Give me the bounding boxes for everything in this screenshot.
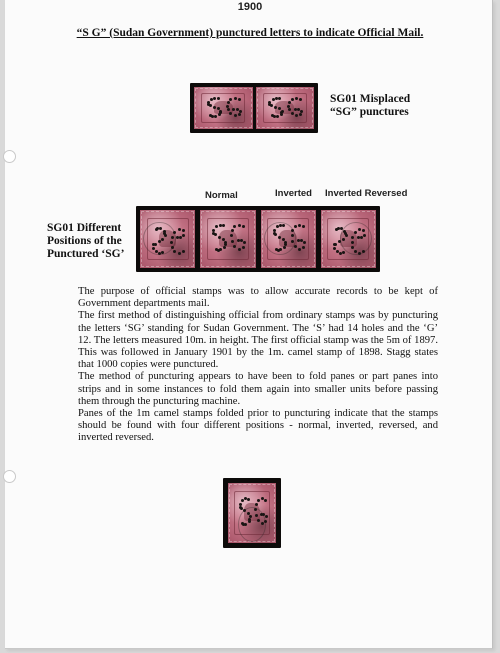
binder-hole: [3, 150, 16, 163]
stamp-pair-mount: [190, 83, 318, 133]
puncture-hole: [240, 239, 243, 242]
puncture-hole: [217, 249, 220, 252]
puncture-hole: [276, 115, 279, 118]
stamp-image: [194, 87, 253, 129]
puncture-hole: [248, 518, 251, 521]
stamp-image: [261, 210, 316, 268]
puncture-hole: [340, 227, 343, 230]
puncture-hole: [223, 246, 226, 249]
puncture-hole: [273, 232, 276, 235]
column-header-normal: Normal: [205, 190, 238, 201]
puncture-hole: [171, 246, 174, 249]
page-heading: “S G” (Sudan Government) punctured letters to indicate Official Mail.: [76, 27, 424, 39]
puncture-hole: [274, 106, 277, 109]
single-stamp-mount: [223, 478, 281, 548]
stamp-positions-mount: [136, 206, 380, 272]
caption-misplaced: [330, 93, 410, 119]
puncture-hole: [247, 498, 250, 501]
puncture-hole: [294, 245, 297, 248]
puncture-hole: [239, 110, 242, 113]
puncture-hole: [242, 246, 245, 249]
puncture-hole: [261, 522, 264, 525]
puncture-hole: [238, 248, 241, 251]
puncture-hole: [178, 252, 181, 255]
puncture-hole: [178, 228, 181, 231]
body-text: [78, 286, 438, 445]
puncture-hole: [298, 248, 301, 251]
puncture-hole: [158, 240, 161, 243]
puncture-hole: [257, 519, 260, 522]
puncture-hole: [354, 231, 357, 234]
puncture-hole: [239, 506, 242, 509]
puncture-hole: [227, 101, 230, 104]
puncture-hole: [272, 98, 275, 101]
puncture-hole: [171, 236, 174, 239]
puncture-hole: [214, 115, 217, 118]
paragraph: The purpose of official stamps was to allow accurate records to be kept of Government departments mail.: [78, 286, 438, 310]
puncture-hole: [298, 224, 301, 227]
puncture-hole: [152, 247, 155, 250]
puncture-hole: [283, 246, 286, 249]
puncture-hole: [291, 240, 294, 243]
caption-line: Positions of the: [47, 235, 122, 247]
puncture-hole: [337, 227, 340, 230]
puncture-hole: [207, 103, 210, 106]
paragraph: The first method of distinguishing official from ordinary stamps was by puncturing the letters ‘SG’ standing for Sudan Government. The ‘S’ had 14 holes and the ‘G’ 12. The letters measured 10m. in height. The first official stamp was the 5m of 1897. This was followed in January 1901 by the 1m. camel stamp of 1898. Stagg states that 1000 copies were punctured.: [78, 310, 438, 371]
stamp-image: [228, 483, 276, 543]
puncture-hole: [333, 247, 336, 250]
puncture-hole: [231, 240, 234, 243]
puncture-hole: [291, 98, 294, 101]
puncture-hole: [243, 241, 246, 244]
puncture-hole: [257, 499, 260, 502]
caption-line: “SG” punctures: [330, 106, 409, 118]
binder-hole: [3, 470, 16, 483]
caption-line: SG01 Different: [47, 222, 122, 234]
stamp-image: [321, 210, 376, 268]
caption-line: SG01 Misplaced: [330, 93, 411, 105]
puncture-hole: [226, 105, 229, 108]
puncture-hole: [218, 236, 221, 239]
puncture-hole: [260, 513, 263, 516]
column-header-inverted-reversed: Inverted Reversed: [325, 188, 408, 199]
puncture-hole: [234, 97, 237, 100]
puncture-hole: [238, 224, 241, 227]
puncture-hole: [213, 106, 216, 109]
caption-positions: [47, 222, 124, 261]
stamp-image: [256, 87, 315, 129]
puncture-hole: [278, 236, 281, 239]
puncture-hole: [255, 514, 258, 517]
puncture-hole: [219, 111, 222, 114]
stamp-image: [200, 210, 255, 268]
caption-line: Punctured ‘SG’: [47, 248, 125, 260]
puncture-hole: [277, 249, 280, 252]
puncture-hole: [237, 239, 240, 242]
column-header-inverted: Inverted: [275, 188, 312, 199]
stamp-image: [140, 210, 195, 268]
paragraph: Panes of the 1m camel stamps folded prior to puncturing indicate that the stamps should be found with four different positions - normal, inverted, reversed, and inverted reversed.: [78, 408, 438, 444]
puncture-hole: [236, 108, 239, 111]
puncture-hole: [264, 499, 267, 502]
puncture-hole: [291, 112, 294, 115]
puncture-hole: [255, 503, 258, 506]
paragraph: The method of puncturing appears to have been to fold panes or part panes into strips and in some instances to fold them again into smaller units before passing them through the puncturing machine.: [78, 371, 438, 407]
page-year: 1900: [237, 1, 263, 13]
